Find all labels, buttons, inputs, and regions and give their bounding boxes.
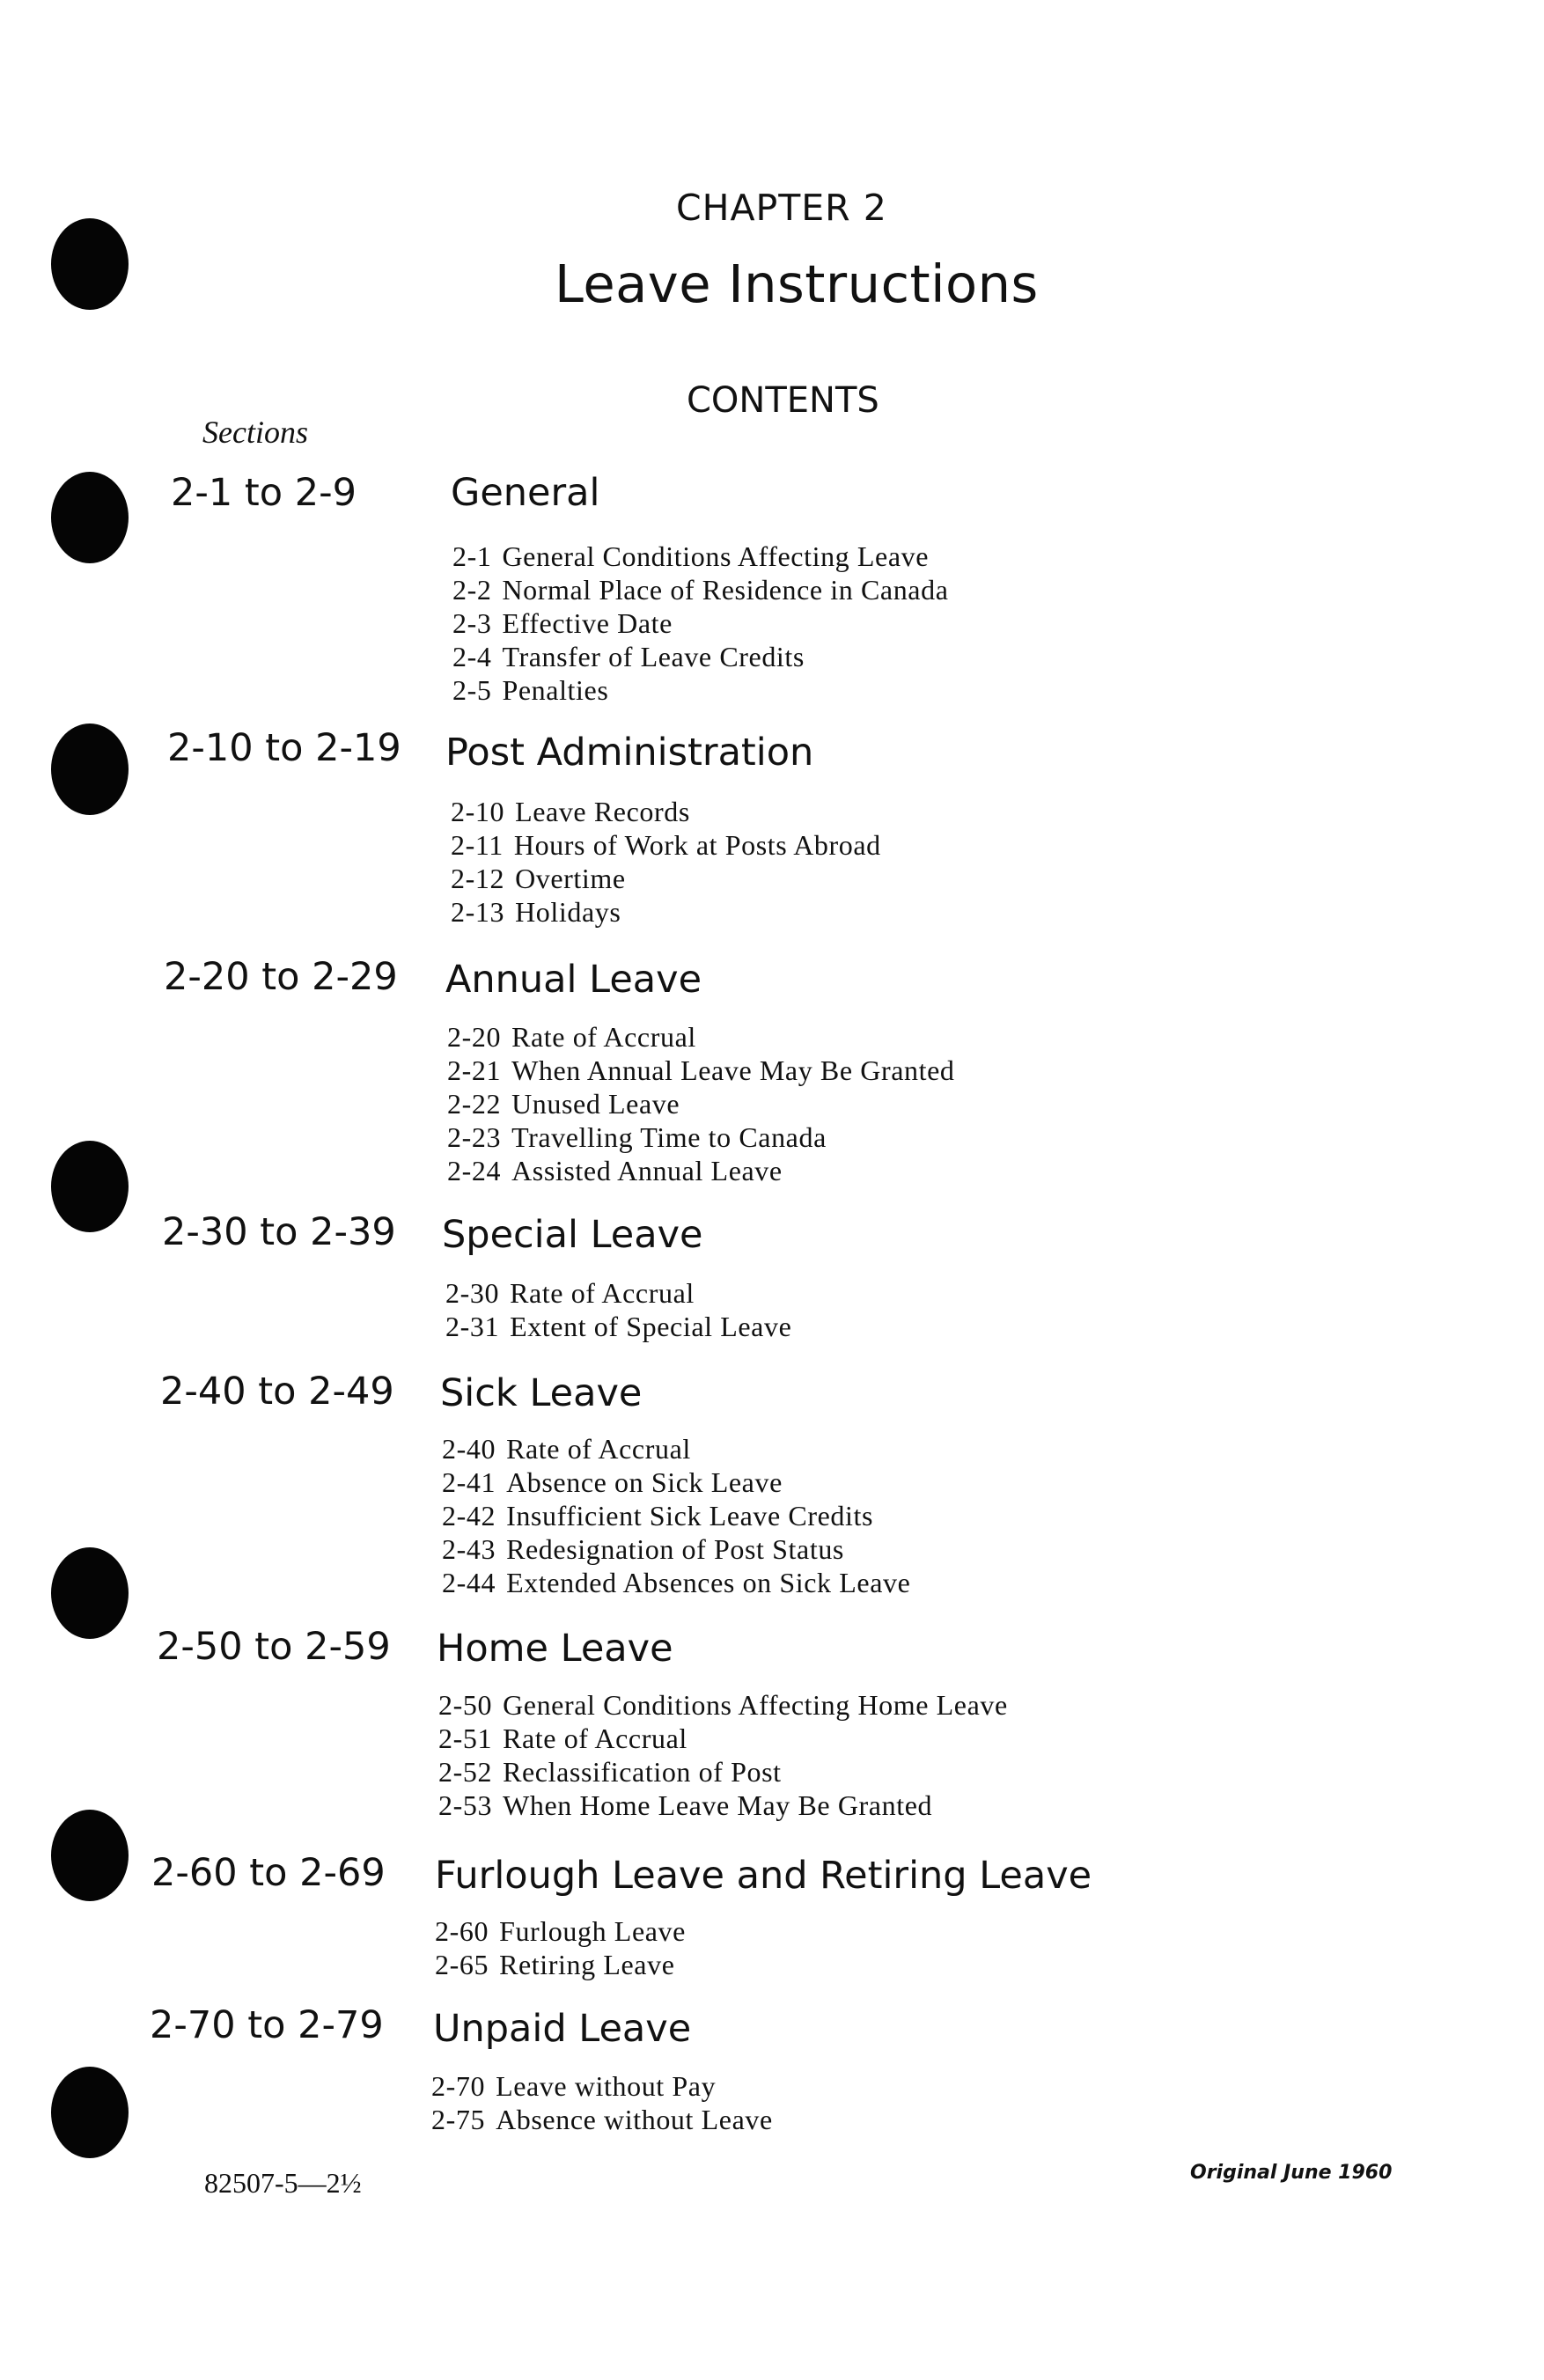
punch-hole bbox=[51, 1547, 129, 1639]
item-title: When Annual Leave May Be Granted bbox=[511, 1054, 955, 1086]
print-code: 82507-5—2½ bbox=[204, 2167, 362, 2199]
list-item bbox=[442, 1432, 910, 1465]
list-item bbox=[451, 795, 881, 828]
list-item bbox=[431, 2103, 773, 2136]
section-heading: Furlough Leave and Retiring Leave bbox=[435, 1854, 1092, 1898]
item-title: Furlough Leave bbox=[499, 1915, 686, 1947]
section-heading: Home Leave bbox=[437, 1627, 673, 1671]
item-number: 2-52 bbox=[438, 1756, 493, 1788]
list-item bbox=[438, 1789, 1008, 1822]
chapter-number: CHAPTER 2 bbox=[676, 187, 887, 229]
punch-hole bbox=[51, 2067, 129, 2158]
item-number: 2-1 bbox=[452, 540, 492, 572]
item-number: 2-13 bbox=[451, 896, 505, 928]
item-title: Holidays bbox=[515, 896, 621, 928]
section-item-list bbox=[431, 2069, 773, 2136]
section-range: 2-1 to 2-9 bbox=[171, 471, 357, 515]
section-range: 2-70 to 2-79 bbox=[150, 2003, 384, 2047]
section-range: 2-60 to 2-69 bbox=[151, 1851, 386, 1895]
item-title: General Conditions Affecting Home Leave bbox=[503, 1689, 1008, 1721]
list-item bbox=[447, 1120, 955, 1154]
section-heading: Unpaid Leave bbox=[433, 2007, 692, 2051]
list-item bbox=[442, 1465, 910, 1499]
item-number: 2-21 bbox=[447, 1054, 502, 1086]
list-item bbox=[438, 1755, 1008, 1789]
item-number: 2-3 bbox=[452, 607, 492, 639]
list-item bbox=[442, 1566, 910, 1599]
item-number: 2-20 bbox=[447, 1021, 502, 1053]
list-item bbox=[445, 1310, 791, 1343]
item-title: Hours of Work at Posts Abroad bbox=[513, 829, 881, 861]
item-title: Assisted Annual Leave bbox=[511, 1155, 783, 1186]
item-number: 2-5 bbox=[452, 674, 492, 706]
contents-heading: CONTENTS bbox=[687, 380, 879, 421]
section-heading: General bbox=[451, 471, 600, 515]
list-item bbox=[452, 540, 949, 573]
section-heading: Special Leave bbox=[442, 1213, 703, 1257]
item-number: 2-41 bbox=[442, 1466, 496, 1498]
item-title: Extent of Special Leave bbox=[510, 1311, 792, 1342]
item-number: 2-44 bbox=[442, 1567, 496, 1598]
list-item bbox=[451, 828, 881, 862]
item-title: Rate of Accrual bbox=[503, 1723, 687, 1754]
section-item-list bbox=[445, 1276, 791, 1343]
item-number: 2-42 bbox=[442, 1500, 496, 1532]
item-number: 2-50 bbox=[438, 1689, 493, 1721]
section-range: 2-40 to 2-49 bbox=[160, 1370, 394, 1414]
page-title: Leave Instructions bbox=[555, 253, 1039, 314]
item-title: Transfer of Leave Credits bbox=[502, 641, 805, 672]
item-number: 2-53 bbox=[438, 1789, 493, 1821]
section-heading: Sick Leave bbox=[440, 1371, 643, 1415]
item-title: Retiring Leave bbox=[499, 1949, 675, 1980]
item-number: 2-31 bbox=[445, 1311, 500, 1342]
item-number: 2-23 bbox=[447, 1121, 502, 1153]
sections-column-label: Sections bbox=[202, 415, 308, 450]
list-item bbox=[442, 1532, 910, 1566]
item-number: 2-43 bbox=[442, 1533, 496, 1565]
section-item-list bbox=[447, 1020, 955, 1187]
item-title: Absence without Leave bbox=[496, 2104, 773, 2135]
section-range: 2-50 to 2-59 bbox=[157, 1625, 391, 1669]
punch-hole bbox=[51, 724, 129, 815]
section-item-list bbox=[435, 1914, 686, 1981]
section-item-list bbox=[442, 1432, 910, 1599]
section-range: 2-10 to 2-19 bbox=[167, 726, 401, 770]
list-item bbox=[452, 573, 949, 606]
item-title: Penalties bbox=[502, 674, 609, 706]
item-number: 2-11 bbox=[451, 829, 504, 861]
list-item bbox=[435, 1914, 686, 1948]
section-range: 2-20 to 2-29 bbox=[164, 955, 398, 999]
item-title: Rate of Accrual bbox=[506, 1433, 691, 1465]
item-number: 2-24 bbox=[447, 1155, 502, 1186]
item-title: Rate of Accrual bbox=[510, 1277, 695, 1309]
item-title: When Home Leave May Be Granted bbox=[503, 1789, 933, 1821]
item-number: 2-70 bbox=[431, 2070, 486, 2102]
item-title: Rate of Accrual bbox=[511, 1021, 696, 1053]
section-heading: Annual Leave bbox=[445, 958, 702, 1002]
list-item bbox=[451, 895, 881, 929]
item-title: Extended Absences on Sick Leave bbox=[506, 1567, 911, 1598]
list-item bbox=[431, 2069, 773, 2103]
item-title: Insufficient Sick Leave Credits bbox=[506, 1500, 874, 1532]
punch-hole bbox=[51, 472, 129, 563]
list-item bbox=[445, 1276, 791, 1310]
item-number: 2-51 bbox=[438, 1723, 493, 1754]
list-item bbox=[447, 1154, 955, 1187]
item-title: General Conditions Affecting Leave bbox=[502, 540, 930, 572]
list-item bbox=[452, 640, 949, 673]
item-number: 2-10 bbox=[451, 796, 505, 827]
item-title: Reclassification of Post bbox=[503, 1756, 782, 1788]
item-number: 2-75 bbox=[431, 2104, 486, 2135]
item-number: 2-22 bbox=[447, 1088, 502, 1120]
item-title: Effective Date bbox=[502, 607, 673, 639]
item-title: Normal Place of Residence in Canada bbox=[502, 574, 949, 606]
list-item bbox=[438, 1722, 1008, 1755]
punch-hole bbox=[51, 1810, 129, 1901]
item-title: Travelling Time to Canada bbox=[511, 1121, 827, 1153]
item-title: Overtime bbox=[515, 863, 626, 894]
revision-date: Original June 1960 bbox=[1190, 2162, 1393, 2184]
section-range: 2-30 to 2-39 bbox=[162, 1210, 396, 1254]
list-item bbox=[452, 606, 949, 640]
section-item-list bbox=[451, 795, 881, 929]
item-title: Redesignation of Post Status bbox=[506, 1533, 844, 1565]
item-number: 2-2 bbox=[452, 574, 492, 606]
list-item bbox=[447, 1054, 955, 1087]
list-item bbox=[442, 1499, 910, 1532]
list-item bbox=[452, 673, 949, 707]
section-heading: Post Administration bbox=[445, 731, 814, 775]
list-item bbox=[447, 1087, 955, 1120]
list-item bbox=[447, 1020, 955, 1054]
list-item bbox=[451, 862, 881, 895]
section-item-list bbox=[452, 540, 949, 707]
list-item bbox=[435, 1948, 686, 1981]
item-title: Leave without Pay bbox=[496, 2070, 717, 2102]
item-number: 2-30 bbox=[445, 1277, 500, 1309]
section-item-list bbox=[438, 1688, 1008, 1822]
item-title: Unused Leave bbox=[511, 1088, 680, 1120]
item-number: 2-65 bbox=[435, 1949, 489, 1980]
item-number: 2-4 bbox=[452, 641, 492, 672]
item-title: Leave Records bbox=[515, 796, 690, 827]
item-number: 2-40 bbox=[442, 1433, 496, 1465]
punch-hole bbox=[51, 218, 129, 310]
item-number: 2-12 bbox=[451, 863, 505, 894]
item-number: 2-60 bbox=[435, 1915, 489, 1947]
item-title: Absence on Sick Leave bbox=[506, 1466, 783, 1498]
list-item bbox=[438, 1688, 1008, 1722]
punch-hole bbox=[51, 1141, 129, 1232]
